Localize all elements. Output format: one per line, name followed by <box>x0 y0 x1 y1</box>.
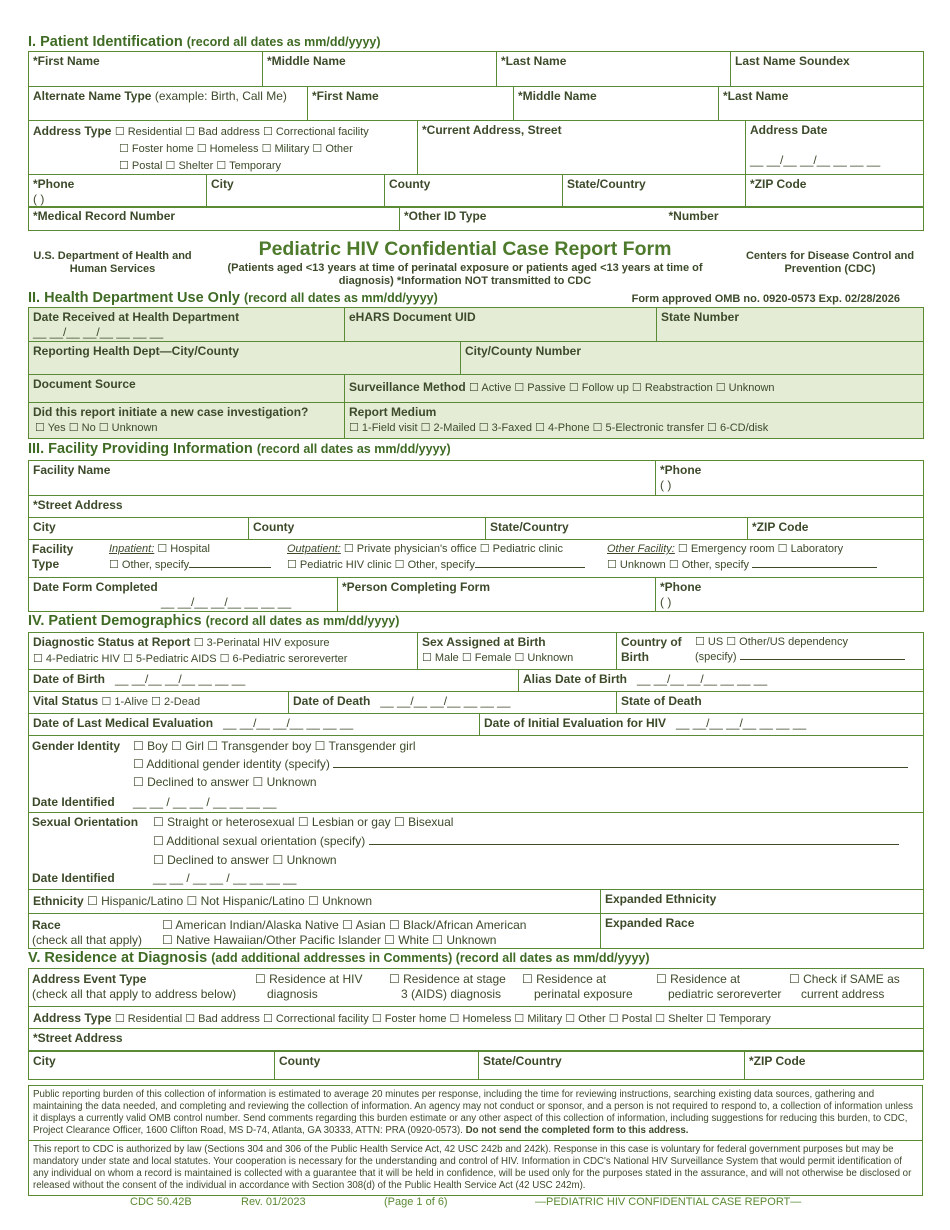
address-type-label: Address Type <box>33 124 112 138</box>
country-specify-label: (specify) <box>695 651 737 663</box>
event-aids-option[interactable]: ☐ Residence at stage <box>389 972 506 986</box>
date-received-blank[interactable]: __ __/__ __/__ __ __ __ <box>33 325 164 339</box>
facility-table-2 <box>28 517 924 540</box>
residence-county-field[interactable] <box>275 1052 479 1080</box>
vital-status-table <box>28 691 924 714</box>
phone-label: *Phone <box>33 177 75 191</box>
section-5-note: (add additional addresses in Comments) (record all dates as mm/dd/yyyy) <box>211 951 650 965</box>
cdc-label: Centers for Disease Control and Prevention (CDC) <box>745 250 915 275</box>
sex-label: Sex Assigned at Birth <box>422 635 546 649</box>
completer-phone-field[interactable] <box>656 578 924 612</box>
alt-first-name-label: *First Name <box>312 89 379 103</box>
facility-type-table <box>28 539 924 578</box>
residence-city-table <box>28 1051 924 1080</box>
race-options-1[interactable]: ☐ American Indian/Alaska Native ☐ Asian ☐ Black/African American <box>162 918 527 932</box>
middle-name-label: *Middle Name <box>267 54 346 68</box>
inpatient-hospital-option[interactable]: ☐ Hospital <box>157 543 210 555</box>
event-seroreverter-option[interactable]: ☐ Residence at <box>656 972 741 986</box>
demographics-table-1 <box>28 632 924 670</box>
other-facility-specify-line[interactable] <box>752 567 877 568</box>
authority-statement <box>28 1140 923 1196</box>
event-hiv-option[interactable]: ☐ Residence at HIV <box>255 972 363 986</box>
document-source-field[interactable] <box>29 375 345 403</box>
outpatient-specify-line[interactable] <box>475 567 585 568</box>
date-completed-blank[interactable]: __ __/__ __/__ __ __ __ <box>161 595 292 609</box>
sexual-orientation-options-3[interactable]: ☐ Declined to answer ☐ Unknown <box>153 853 337 867</box>
expanded-race-label: Expanded Race <box>605 916 695 930</box>
facility-zip-label: *ZIP Code <box>752 520 809 534</box>
report-medium-field[interactable] <box>345 403 924 439</box>
gender-identity-additional[interactable]: ☐ Additional gender identity (specify) <box>133 757 330 771</box>
residence-table <box>28 968 924 1051</box>
residence-zip-field[interactable] <box>745 1052 924 1080</box>
person-completing-label: *Person Completing Form <box>342 580 491 594</box>
alt-first-name-field[interactable] <box>308 87 514 121</box>
other-facility-options-1[interactable]: ☐ Emergency room ☐ Laboratory <box>677 543 844 555</box>
alt-middle-name-field[interactable] <box>514 87 719 121</box>
mrn-label: *Medical Record Number <box>33 209 176 223</box>
gender-identity-table <box>28 735 924 813</box>
county-field[interactable] <box>385 175 563 208</box>
form-title: Pediatric HIV Confidential Case Report Form <box>258 238 672 260</box>
event-perinatal-option[interactable]: ☐ Residence at <box>522 972 607 986</box>
form-subtitle: (Patients aged <13 years at time of perinatal exposure or patients aged <13 years at time of diagnosis) *Information NOT transmitted to CDC <box>227 262 703 287</box>
address-type-options-2[interactable]: ☐ Foster home ☐ Homeless ☐ Military ☐ Other <box>119 143 353 155</box>
section-4-note: (record all dates as mm/dd/yyyy) <box>205 614 400 628</box>
gender-identity-options-3[interactable]: ☐ Declined to answer ☐ Unknown <box>133 775 317 789</box>
race-options-2[interactable]: ☐ Native Hawaiian/Other Pacific Islander ☐ White ☐ Unknown <box>162 933 497 947</box>
alt-middle-name-label: *Middle Name <box>518 89 597 103</box>
facility-street-field[interactable] <box>29 496 924 518</box>
outpatient-label: Outpatient: <box>287 543 341 555</box>
section-4-heading <box>28 613 399 629</box>
initial-eval-blank[interactable]: __ __/__ __/__ __ __ __ <box>676 716 807 730</box>
date-death-label: Date of Death <box>293 694 371 708</box>
dob-table <box>28 669 924 692</box>
inpatient-label: Inpatient: <box>109 543 155 555</box>
alternate-name-table <box>28 86 924 121</box>
current-address-label: *Current Address, Street <box>422 123 562 137</box>
residence-state-field[interactable] <box>479 1052 745 1080</box>
mrn-table <box>28 206 924 231</box>
section-5-heading <box>28 950 650 966</box>
other-facility-label: Other Facility: <box>607 543 675 555</box>
zip-field[interactable] <box>746 175 924 208</box>
reporting-hd-label: Reporting Health Dept—City/County <box>33 344 239 358</box>
race-label: Race <box>32 918 61 932</box>
gender-identity-label: Gender Identity <box>32 739 121 753</box>
other-id-type-label: *Other ID Type <box>404 209 487 223</box>
date-death-blank[interactable]: __ __/__ __/__ __ __ __ <box>380 694 511 708</box>
residence-state-label: State/Country <box>483 1054 562 1068</box>
so-specify-line[interactable] <box>369 844 899 845</box>
completer-phone-label: *Phone <box>660 580 702 594</box>
country-birth-options[interactable]: ☐ US ☐ Other/US dependency <box>695 636 849 648</box>
state-country-label: State/Country <box>567 177 646 191</box>
vital-status-label: Vital Status <box>33 694 99 708</box>
facility-table-1 <box>28 460 924 518</box>
state-number-label: State Number <box>661 310 740 324</box>
expanded-ethnicity-field[interactable] <box>601 890 924 914</box>
residence-address-type-options[interactable]: ☐ Residential ☐ Bad address ☐ Correctional facility ☐ Foster home ☐ Homeless ☐ Military ☐ Other ☐ Postal ☐ Shelter ☐ Temporary <box>114 1013 771 1025</box>
evaluation-table <box>28 713 924 736</box>
section-2-note: (record all dates as mm/dd/yyyy) <box>243 291 438 305</box>
address-table <box>28 120 924 175</box>
section-3-heading <box>28 441 451 457</box>
surveillance-method-field[interactable] <box>345 375 924 403</box>
facility-city-label: City <box>33 520 56 534</box>
diagnostic-status-label: Diagnostic Status at Report <box>33 635 191 649</box>
gender-specify-line[interactable] <box>333 767 908 768</box>
facility-name-label: Facility Name <box>33 463 111 477</box>
completer-phone-blank[interactable]: ( ) <box>660 595 672 609</box>
other-id-type-field[interactable] <box>400 207 665 231</box>
facility-county-label: County <box>253 520 295 534</box>
sex-field[interactable] <box>418 633 617 670</box>
section-1-title: I. Patient Identification <box>28 34 183 50</box>
expanded-ethnicity-label: Expanded Ethnicity <box>605 892 717 906</box>
country-specify-line[interactable] <box>740 659 905 660</box>
section-3-title: III. Facility Providing Information <box>28 441 253 457</box>
sex-options[interactable]: ☐ Male ☐ Female ☐ Unknown <box>422 652 574 664</box>
ethnicity-label: Ethnicity <box>33 894 84 908</box>
address-date-label: Address Date <box>750 123 828 137</box>
soundex-label: Last Name Soundex <box>735 54 850 68</box>
burden-bold-text: Do not send the completed form to this address. <box>465 1125 689 1136</box>
hhs-label: U.S. Department of Health and Human Services <box>33 250 192 275</box>
state-death-field[interactable] <box>617 692 924 714</box>
country-birth-label: Country of Birth <box>621 635 682 664</box>
city-county-number-field[interactable] <box>461 342 924 375</box>
zip-label: *ZIP Code <box>750 177 807 191</box>
health-dept-table-1 <box>28 307 924 342</box>
facility-phone-label: *Phone <box>660 463 702 477</box>
report-medium-label: Report Medium <box>349 405 437 419</box>
dob-blank[interactable]: __ __/__ __/__ __ __ __ <box>115 672 246 686</box>
state-country-field[interactable] <box>563 175 746 208</box>
vital-status-field[interactable] <box>29 692 289 714</box>
other-facility-options-2[interactable]: ☐ Unknown ☐ Other, specify <box>607 559 750 571</box>
facility-table-3 <box>28 577 924 612</box>
ethnicity-field[interactable] <box>29 890 601 914</box>
last-name-label: *Last Name <box>501 54 567 68</box>
last-name-field[interactable] <box>497 52 731 87</box>
address-event-type-note: (check all that apply to address below) <box>32 987 237 1001</box>
section-5-title: V. Residence at Diagnosis <box>28 950 208 966</box>
authority-text: This report to CDC is authorized by law (Sections 304 and 306 of the Public Health Service Act, 42 USC 242b and 242k). Response in this case is voluntary for federal government purposes but may be mandatory under state and local statutes. Your cooperation is necessary for the understanding and control of HIV. Information in CDC's National HIV Surveillance System that would permit identification of any individual on whom a record is maintained is collected with a guarantee that it will be held in confidence, will be used only for the purposes stated in the assurance, and will not otherwise be disclosed or released without the consent of the individual in accordance with Section 308(d) of the Public Health Service Act (42 USC 242m). <box>33 1144 912 1191</box>
event-seroreverter-option-2: pediatric seroreverter <box>668 987 782 1001</box>
residence-street-label: *Street Address <box>33 1031 123 1045</box>
event-perinatal-option-2: perinatal exposure <box>534 987 633 1001</box>
sexual-orientation-additional[interactable]: ☐ Additional sexual orientation (specify) <box>153 834 366 848</box>
gender-identity-field[interactable] <box>29 736 924 813</box>
event-hiv-option-2: diagnosis <box>267 987 318 1001</box>
facility-name-field[interactable] <box>29 461 656 496</box>
alias-dob-blank[interactable]: __ __/__ __/__ __ __ __ <box>637 672 768 686</box>
new-case-field[interactable] <box>29 403 345 439</box>
event-same-option[interactable]: ☐ Check if SAME as <box>789 972 900 986</box>
vital-status-options[interactable]: ☐ 1-Alive ☐ 2-Dead <box>101 696 201 708</box>
first-name-label: *First Name <box>33 54 100 68</box>
address-type-options-1[interactable]: ☐ Residential ☐ Bad address ☐ Correctional facility <box>114 126 369 138</box>
city-label: City <box>211 177 234 191</box>
event-same-option-2: current address <box>801 987 885 1001</box>
address-event-type-field[interactable] <box>29 969 924 1007</box>
first-name-field[interactable] <box>29 52 263 87</box>
residence-street-field[interactable] <box>29 1029 924 1051</box>
footer-form-number: CDC 50.42B <box>130 1196 192 1208</box>
health-dept-table-3 <box>28 374 924 439</box>
alt-name-type-field[interactable] <box>29 87 308 121</box>
sexual-orientation-table <box>28 812 924 890</box>
facility-phone-blank[interactable]: ( ) <box>660 478 672 492</box>
residence-city-field[interactable] <box>29 1052 275 1080</box>
report-medium-options[interactable]: ☐ 1-Field visit ☐ 2-Mailed ☐ 3-Faxed ☐ 4-Phone ☐ 5-Electronic transfer ☐ 6-CD/disk <box>349 422 769 434</box>
so-date-identified-label: Date Identified <box>32 871 115 885</box>
mrn-field[interactable] <box>29 207 400 231</box>
address-date-blank[interactable]: __ __/__ __/__ __ __ __ <box>750 153 881 167</box>
section-2-title: II. Health Department Use Only <box>28 290 240 306</box>
surveillance-method-options[interactable]: ☐ Active ☐ Passive ☐ Follow up ☐ Reabstraction ☐ Unknown <box>469 382 775 394</box>
address-type-options-3[interactable]: ☐ Postal ☐ Shelter ☐ Temporary <box>119 160 282 172</box>
date-received-field[interactable] <box>29 308 345 342</box>
middle-name-field[interactable] <box>263 52 497 87</box>
last-eval-blank[interactable]: __ __/__ __/__ __ __ __ <box>223 716 354 730</box>
date-received-label: Date Received at Health Department <box>33 310 240 324</box>
section-2-heading <box>28 290 438 306</box>
alt-last-name-field[interactable] <box>719 87 924 121</box>
facility-street-label: *Street Address <box>33 498 123 512</box>
inpatient-specify-line[interactable] <box>189 567 271 568</box>
facility-county-field[interactable] <box>249 518 486 540</box>
address-type-field[interactable] <box>29 121 418 175</box>
current-address-field[interactable] <box>418 121 746 175</box>
initial-eval-field[interactable] <box>480 714 924 736</box>
footer-page: (Page 1 of 6) <box>384 1196 448 1208</box>
last-eval-label: Date of Last Medical Evaluation <box>33 716 214 730</box>
date-death-field[interactable] <box>289 692 617 714</box>
so-date-identified-blank[interactable]: __ __ / __ __ / __ __ __ __ <box>153 871 297 885</box>
footer-title: —PEDIATRIC HIV CONFIDENTIAL CASE REPORT— <box>535 1196 802 1208</box>
gender-identity-options-1[interactable]: ☐ Boy ☐ Girl ☐ Transgender boy ☐ Transgender girl <box>133 739 416 753</box>
sexual-orientation-label: Sexual Orientation <box>32 815 139 829</box>
race-field[interactable] <box>29 914 601 949</box>
facility-phone-field[interactable] <box>656 461 924 496</box>
last-eval-field[interactable] <box>29 714 480 736</box>
facility-state-label: State/Country <box>490 520 569 534</box>
inpatient-other-option[interactable]: ☐ Other, specify <box>109 559 190 571</box>
country-birth-field[interactable] <box>617 633 924 670</box>
diagnostic-status-options-2[interactable]: ☐ 4-Pediatric HIV ☐ 5-Pediatric AIDS ☐ 6-Pediatric seroreverter <box>33 653 348 665</box>
soundex-field[interactable] <box>731 52 924 87</box>
number-field[interactable] <box>665 207 924 231</box>
person-completing-field[interactable] <box>338 578 656 612</box>
document-source-label: Document Source <box>33 377 136 391</box>
patient-identification-table <box>28 51 924 87</box>
facility-zip-field[interactable] <box>748 518 924 540</box>
phone-field[interactable] <box>29 175 207 208</box>
new-case-options[interactable]: ☐ Yes ☐ No ☐ Unknown <box>35 422 158 434</box>
facility-type-label: Facility Type <box>32 542 74 571</box>
diagnostic-status-option-1[interactable]: ☐ 3-Perinatal HIV exposure <box>193 637 330 649</box>
sexual-orientation-field[interactable] <box>29 813 924 890</box>
event-aids-option-2: 3 (AIDS) diagnosis <box>401 987 502 1001</box>
dob-field[interactable] <box>29 670 519 692</box>
ethnicity-race-table <box>28 889 924 949</box>
ethnicity-options[interactable]: ☐ Hispanic/Latino ☐ Not Hispanic/Latino ☐ Unknown <box>87 894 373 908</box>
ehars-field[interactable] <box>345 308 657 342</box>
burden-text: Public reporting burden of this collection of information is estimated to average 20 minutes per response, including the time for reviewing instructions, searching existing data sources, gathering and maintaining the data needed, and completing and reviewing the collection of information. An agency may not conduct or sponsor, and a person is not required to respond to, a collection of information unless it displays a currently valid OMB control number. Send comments regarding this burden estimate or any other aspect of this collection of information, including suggestions for reducing this burden, to CDC, Project Clearance Officer, 1600 Clifton Road, MS D-74, Atlanta, GA 30333, ATTN: PRA (0920-0573). <box>33 1089 913 1136</box>
alt-last-name-label: *Last Name <box>723 89 789 103</box>
phone-blank[interactable]: ( ) <box>33 192 45 206</box>
state-death-label: State of Death <box>621 694 702 708</box>
state-number-field[interactable] <box>657 308 924 342</box>
date-completed-field[interactable] <box>29 578 338 612</box>
footer-revision: Rev. 01/2023 <box>241 1196 306 1208</box>
facility-city-field[interactable] <box>29 518 249 540</box>
section-4-title: IV. Patient Demographics <box>28 613 202 629</box>
diagnostic-status-field[interactable] <box>29 633 418 670</box>
alt-name-type-example: (example: Birth, Call Me) <box>154 89 287 103</box>
alias-dob-label: Alias Date of Birth <box>523 672 628 686</box>
date-completed-label: Date Form Completed <box>33 580 158 594</box>
initial-eval-label: Date of Initial Evaluation for HIV <box>484 716 667 730</box>
section-1-heading <box>28 34 381 50</box>
facility-state-field[interactable] <box>486 518 748 540</box>
outpatient-options-2[interactable]: ☐ Pediatric HIV clinic ☐ Other, specify <box>287 559 475 571</box>
sexual-orientation-options-1[interactable]: ☐ Straight or heterosexual ☐ Lesbian or gay ☐ Bisexual <box>153 815 454 829</box>
residence-zip-label: *ZIP Code <box>749 1054 806 1068</box>
address-date-field[interactable] <box>746 121 924 175</box>
gender-date-identified-label: Date Identified <box>32 795 115 809</box>
gender-date-identified-blank[interactable]: __ __ / __ __ / __ __ __ __ <box>133 795 277 809</box>
expanded-race-field[interactable] <box>601 914 924 949</box>
ehars-label: eHARS Document UID <box>349 310 476 324</box>
race-note: (check all that apply) <box>32 933 143 947</box>
section-3-note: (record all dates as mm/dd/yyyy) <box>256 442 451 456</box>
dob-label: Date of Birth <box>33 672 105 686</box>
omb-number: Form approved OMB no. 0920-0573 Exp. 02/28/2026 <box>631 293 900 305</box>
city-county-number-label: City/County Number <box>465 344 582 358</box>
new-case-label: Did this report initiate a new case investigation? <box>33 405 309 419</box>
alt-name-type-label: Alternate Name Type <box>33 89 152 103</box>
burden-statement <box>28 1085 923 1141</box>
city-field[interactable] <box>207 175 385 208</box>
reporting-hd-field[interactable] <box>29 342 461 375</box>
residence-address-type-label: Address Type <box>33 1011 112 1025</box>
alias-dob-field[interactable] <box>519 670 924 692</box>
section-1-note: (record all dates as mm/dd/yyyy) <box>186 35 381 49</box>
health-dept-table-2 <box>28 341 924 375</box>
residence-address-type-field[interactable] <box>29 1007 924 1029</box>
number-label: *Number <box>668 209 719 223</box>
outpatient-options-1[interactable]: ☐ Private physician's office ☐ Pediatric clinic <box>343 543 563 555</box>
surveillance-method-label: Surveillance Method <box>349 380 466 394</box>
county-label: County <box>389 177 431 191</box>
residence-city-label: City <box>33 1054 56 1068</box>
address-event-type-label: Address Event Type <box>32 972 147 986</box>
residence-county-label: County <box>279 1054 321 1068</box>
phone-city-table <box>28 174 924 208</box>
facility-type-field[interactable] <box>29 540 924 578</box>
